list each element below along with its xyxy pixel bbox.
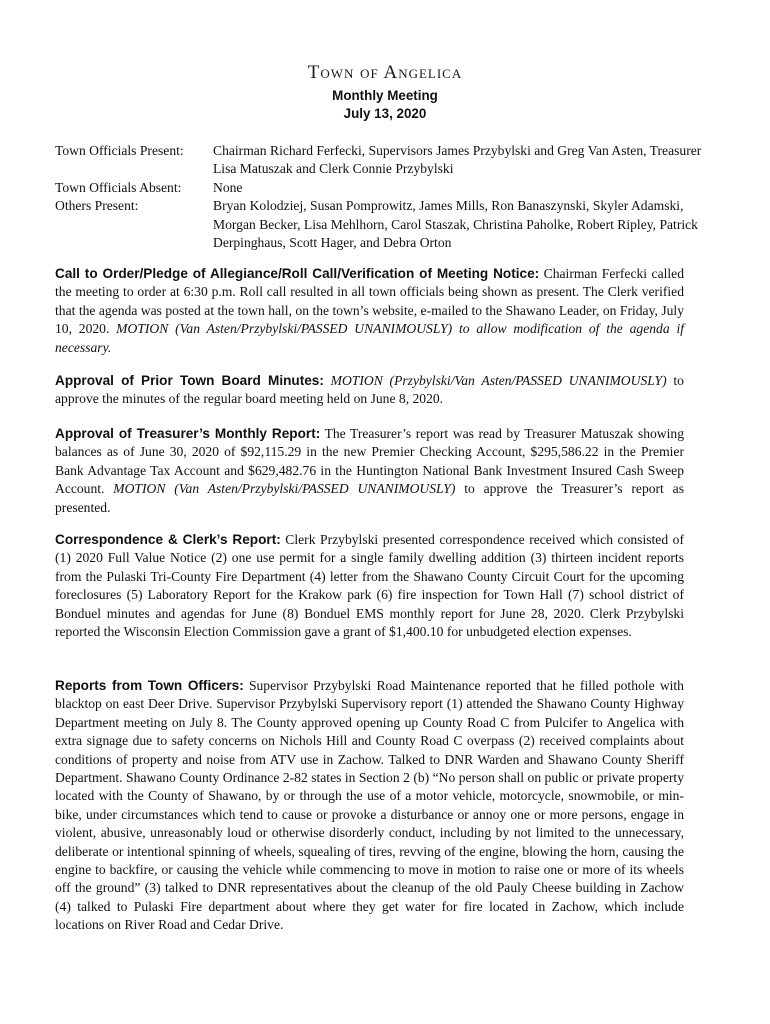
- call-to-order-heading: Call to Order/Pledge of Allegiance/Roll Call/Verification of Meeting Notice:: [55, 266, 540, 281]
- treasurer-text: The Treasurer’s report was read by Treasurer Matuszak showing balances as of June 30, 2020 of $92,115.29 in the new Premier Checking Account, $295,586.22 in the Premier Bank Advantage Tax Account and $629,482.76 in the Huntington National Bank Investment Insured Cash Sweep Account.: [55, 426, 684, 497]
- officials-absent-value: None: [213, 179, 243, 195]
- officials-present-label: Town Officials Present:: [55, 143, 184, 158]
- reports-heading: Reports from Town Officers:: [55, 678, 244, 693]
- meeting-title: Monthly Meeting: [332, 88, 438, 103]
- officials-absent-row: [55, 179, 715, 197]
- others-present-row: [55, 197, 715, 252]
- reports-section: [55, 677, 684, 935]
- others-present-label: Others Present:: [55, 198, 139, 214]
- reports-text: Supervisor Przybylski Road Maintenance reported that he filled pothole with blacktop on east Deer Drive. Supervisor Przybylski Supervisory report (1) attended the Shawano County Highway Department meeting on July 8. The County approved opening up County Road C from Pulcifer to Angelica with extra signage due to safety concerns on Nichols Hill and County Road C overpass (2) received complaints about conditions of property and noise from ATV use in Zachow. Talked to DNR Warden and Shawano County Sheriff Department. Shawano County Ordinance 2-82 states in Section 2 (b) “No person shall on public or private property located with the County of Shawano, by or through the use of a motor vehicle, motorcycle, snowmobile, or min-bike, under circumstances which tend to cause or provoke a disturbance or annoy one or more persons, engage in violent, abusive, unreasonably loud or otherwise disorderly conduct, including by not limited to the unnecessary, deliberate or intentional spinning of wheels, squealing of tires, revving of the engine, blowing the horn, causing the engine to backfire, or causing the vehicle while commencing to move in motion to raise one or more of its wheels off the ground” (3) talked to DNR representatives about the cleanup of the old Pauly Cheese building in Zachow (4) talked to Pulaski Fire department about where they get water for fire located in Zachow, which include locations on River Road and Cedar Drive.: [55, 678, 684, 933]
- minutes-heading: Approval of Prior Town Board Minutes:: [55, 373, 324, 388]
- correspondence-heading: Correspondence & Clerk’s Report:: [55, 532, 281, 547]
- others-present-value: Bryan Kolodziej, Susan Pomprowitz, James Mills, Ron Banaszynski, Skyler Adamski, Morgan Becker, Lisa Mehlhorn, Carol Staszak, Christina Paholke, Robert Ripley, Patrick Derpinghaus, Scott Hager, and Debra Orton: [213, 198, 698, 251]
- minutes-motion: MOTION (Przybylski/Van Asten/PASSED UNANIMOUSLY): [323, 373, 667, 388]
- correspondence-section: [55, 531, 684, 641]
- meeting-date: July 13, 2020: [343, 106, 427, 121]
- minutes-text: to approve the minutes of the regular board meeting held on June 8, 2020.: [55, 373, 684, 407]
- officials-block: [55, 142, 715, 252]
- treasurer-heading: Approval of Treasurer’s Monthly Report:: [55, 426, 321, 441]
- treasurer-motion: MOTION (Van Asten/Przybylski/PASSED UNANIMOUSLY): [113, 481, 456, 497]
- call-to-order-motion: MOTION (Van Asten/Przybylski/PASSED UNANIMOUSLY) to allow modification of the agenda if necessary.: [55, 321, 685, 355]
- call-to-order-section: [55, 265, 684, 357]
- officials-present-value: Chairman Richard Ferfecki, Supervisors James Przybylski and Greg Van Asten, Treasurer Lisa Matuszak and Clerk Connie Przybylski: [213, 143, 702, 177]
- correspondence-text: Clerk Przybylski presented correspondence received which consisted of (1) 2020 Full Value Notice (2) one use permit for a single family dwelling addition (3) thirteen incident reports from the Pulaski Tri-County Fire Department (4) letter from the Shawano County Circuit Court for the upcoming foreclosures (5) Laboratory Report for the Krakow park (6) fire inspection for Town Hall (7) school district of Bonduel minutes and agendas for June (8) Bonduel EMS monthly report for June 28, 2020. Clerk Przybylski reported the Wisconsin Election Commission gave a grant of $1,400.10 for unbudgeted election expenses.: [55, 532, 684, 640]
- officials-present-row: [55, 142, 715, 179]
- officials-absent-label: Town Officials Absent:: [55, 179, 182, 195]
- call-to-order-text: Chairman Ferfecki called the meeting to order at 6:30 p.m. Roll call resulted in all town officials being shown as present. The Clerk verified that the agenda was posted at the town hall, on the town’s website, e-mailed to the Shawano Leader, on Friday, July 10, 2020.: [55, 266, 684, 337]
- minutes-section: [55, 372, 684, 409]
- town-title: Town of Angelica: [307, 62, 463, 83]
- treasurer-section: [55, 425, 684, 517]
- treasurer-text-2: to approve the Treasurer’s report as presented.: [55, 481, 684, 515]
